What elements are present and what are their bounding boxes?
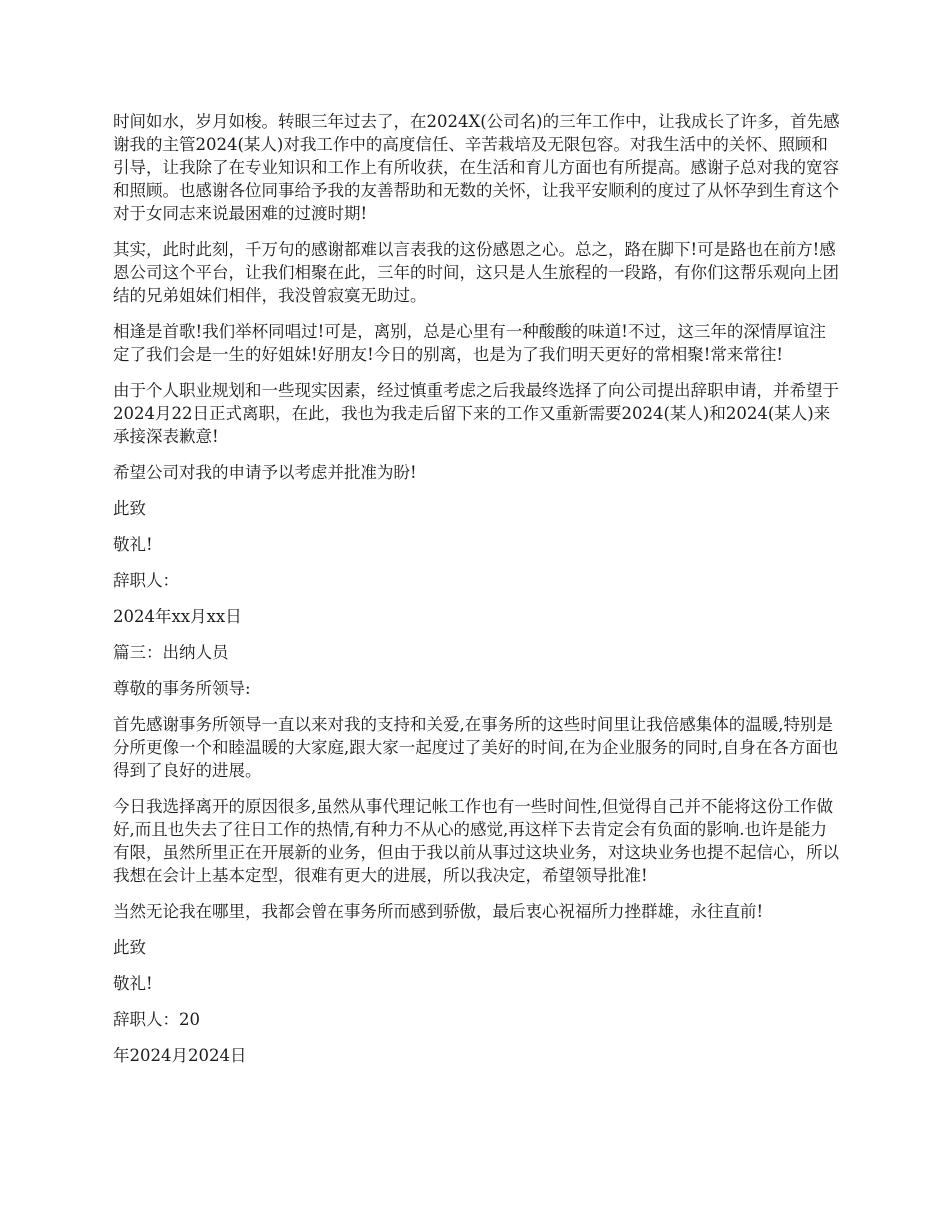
date-line: 2024年xx月xx日 bbox=[113, 607, 242, 626]
closing-jingli-2: 敬礼! bbox=[113, 974, 153, 993]
paragraph-resignation-reason: 由于个人职业规划和一些现实因素，经过慎重考虑之后我最终选择了向公司提出辞职申请，并希望于2024月22日正式离职，在此，我也为我走后留下来的工作又重新需要2024(某人)和2024(某人)来承接深表歉意! bbox=[113, 381, 839, 446]
section-heading: 篇三：出纳人员 bbox=[113, 643, 229, 662]
paragraph-farewell: 相逢是首歌!我们举杯同唱过!可是，离别，总是心里有一种酸酸的味道!不过，这三年的深情厚谊注定了我们会是一生的好姐妹!好朋友!今日的别离，也是为了我们明天更好的常相聚!常来常往! bbox=[113, 322, 826, 364]
paragraph-leaving-reasons: 今日我选择离开的原因很多,虽然从事代理记帐工作也有一些时间性,但觉得自己并不能将这份工作做好,而且也失去了往日工作的热情,有种力不从心的感觉,再这样下去肯定会有负面的影响.也许是能力有限，虽然所里正在开展新的业务，但由于我以前从事过这块业务，对这块业务也提不起信心，所以我想在会计上基本定型，很难有更大的进展，所以我决定，希望领导批准! bbox=[113, 797, 839, 885]
paragraph-gratitude: 其实，此时此刻，千万句的感谢都难以言表我的这份感恩之心。总之，路在脚下!可是路也在前方!感恩公司这个平台，让我们相聚在此，三年的时间，这只是人生旅程的一段路，有你们这帮乐观向上团结的兄弟姐妹们相伴，我没曾寂寞无助过。 bbox=[113, 240, 839, 305]
paragraph-opening-thanks: 时间如水，岁月如梭。转眼三年过去了，在2024X(公司名)的三年工作中，让我成长了许多，首先感谢我的主管2024(某人)对我工作中的高度信任、辛苦栽培及无限包容。对我生活中的关怀、照顾和引导，让我除了在专业知识和工作上有所收获，在生活和育儿方面也有所提高。感谢子总对我的宽容和照顾。也感谢各位同事给予我的友善帮助和无数的关怀，让我平安顺利的度过了从怀孕到生育这个对于女同志来说最困难的过渡时期! bbox=[113, 112, 840, 223]
salutation: 尊敬的事务所领导: bbox=[113, 679, 251, 698]
closing-cizhi: 此致 bbox=[113, 499, 146, 518]
signature-line-2: 辞职人：20 bbox=[113, 1010, 200, 1029]
closing-jingli: 敬礼! bbox=[113, 535, 153, 554]
paragraph-best-wishes: 当然无论我在哪里，我都会曾在事务所而感到骄傲，最后衷心祝福所力挫群雄，永往直前! bbox=[113, 902, 764, 921]
signature-line: 辞职人： bbox=[113, 571, 179, 590]
date-line-2: 年2024月2024日 bbox=[113, 1046, 247, 1065]
paragraph-request: 希望公司对我的申请予以考虑并批准为盼! bbox=[113, 463, 417, 482]
closing-cizhi-2: 此致 bbox=[113, 938, 146, 957]
paragraph-firm-thanks: 首先感谢事务所领导一直以来对我的支持和关爱,在事务所的这些时间里让我倍感集体的温暖,特别是分所更像一个和睦温暖的大家庭,跟大家一起度过了美好的时间,在为企业服务的同时,自身在各方面也得到了良好的进展。 bbox=[113, 715, 839, 780]
